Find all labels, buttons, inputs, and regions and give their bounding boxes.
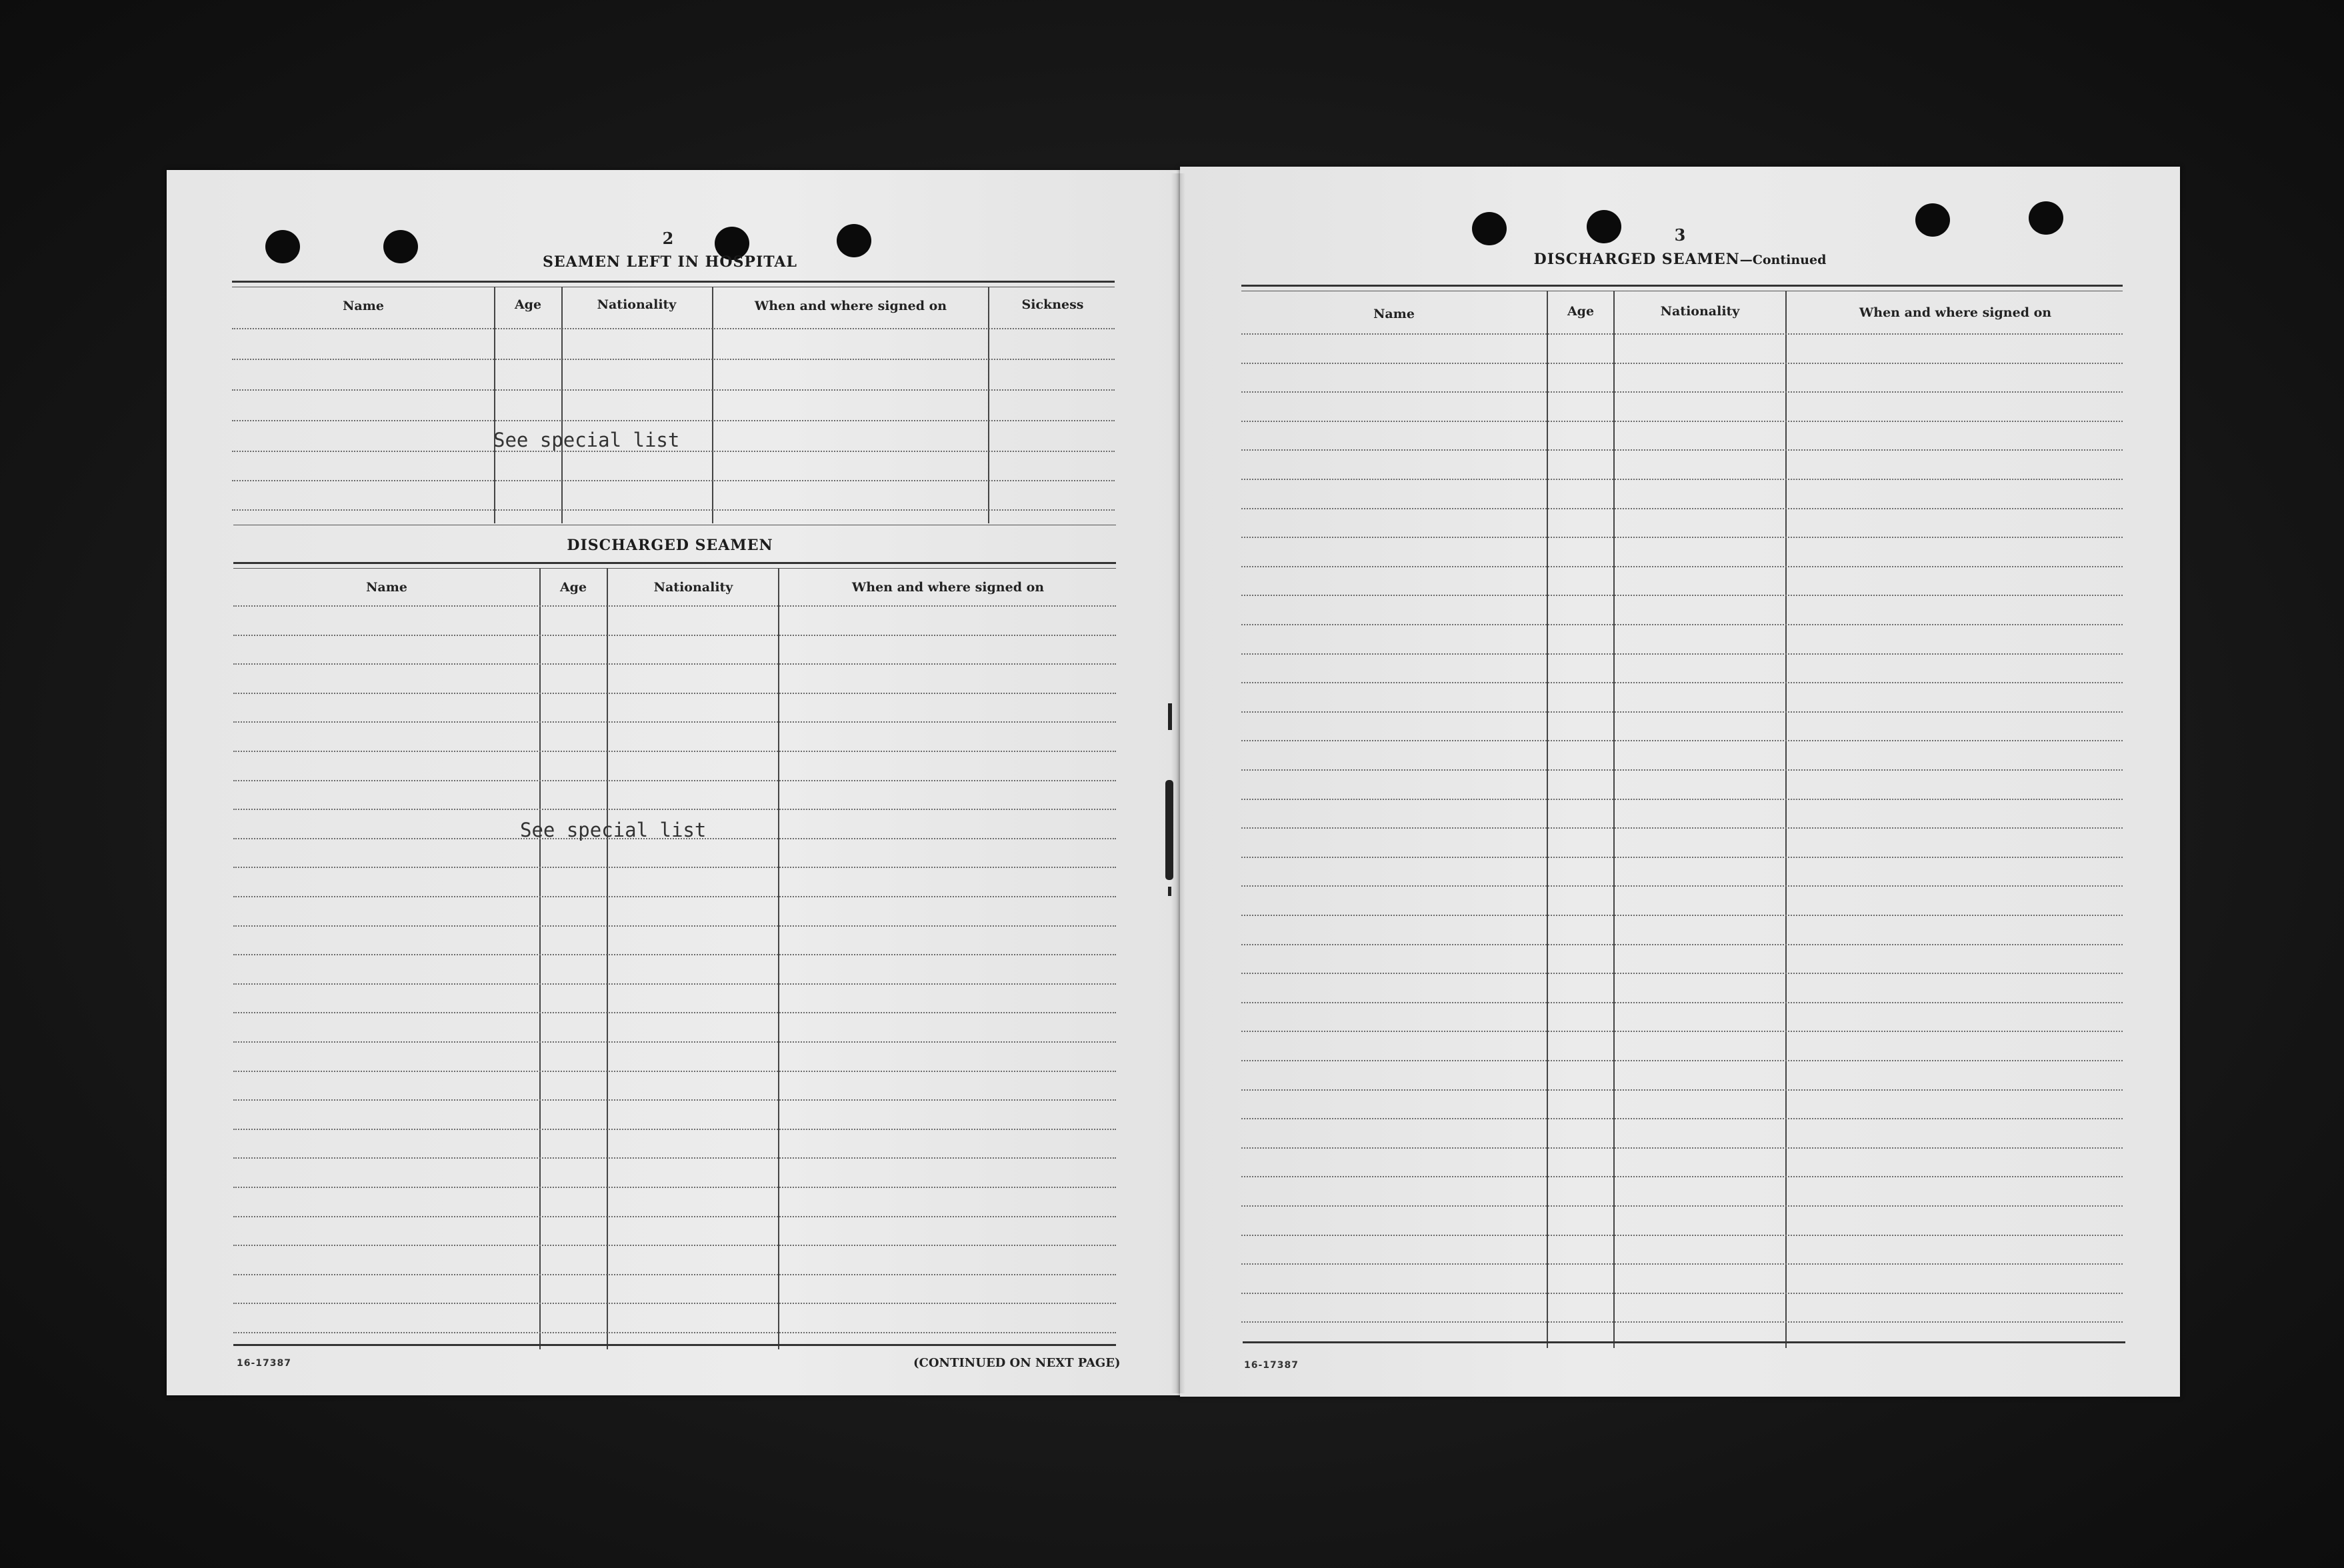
column-header-name: Name bbox=[343, 299, 384, 313]
table-row bbox=[233, 1041, 1116, 1043]
table-row bbox=[1241, 449, 2123, 451]
table-row bbox=[233, 693, 1116, 694]
table-row bbox=[1241, 973, 2123, 974]
column-header-sickness: Sickness bbox=[1021, 297, 1084, 312]
table-row bbox=[232, 328, 1115, 329]
table-row bbox=[232, 389, 1115, 391]
column-divider bbox=[988, 287, 989, 523]
table-rule bbox=[233, 562, 1116, 564]
table-row bbox=[1241, 508, 2123, 509]
table-row bbox=[1241, 857, 2123, 858]
table-row bbox=[1241, 1089, 2123, 1091]
table-row bbox=[1241, 1321, 2123, 1323]
table-row bbox=[233, 605, 1116, 607]
table-row bbox=[233, 1332, 1116, 1333]
table-row bbox=[1241, 740, 2123, 741]
table-row bbox=[1241, 885, 2123, 887]
table-row bbox=[233, 663, 1116, 665]
table-row bbox=[233, 1099, 1116, 1101]
table-row bbox=[1241, 566, 2123, 567]
table-row bbox=[1241, 537, 2123, 538]
table-row bbox=[1241, 769, 2123, 771]
column-header-age: Age bbox=[559, 580, 587, 595]
punch-hole bbox=[1587, 210, 1621, 243]
table-row bbox=[1241, 915, 2123, 916]
column-divider bbox=[561, 287, 563, 523]
table-rule bbox=[1243, 1341, 2125, 1343]
table-row bbox=[233, 867, 1116, 868]
table-row bbox=[233, 809, 1116, 810]
title-suffix: —Continued bbox=[1739, 253, 1827, 267]
column-divider bbox=[494, 287, 495, 523]
column-divider bbox=[539, 568, 541, 1349]
table-row bbox=[1241, 944, 2123, 945]
table-rule bbox=[233, 1344, 1116, 1346]
table-row bbox=[233, 1216, 1116, 1217]
column-divider bbox=[712, 287, 713, 523]
table-row bbox=[233, 1303, 1116, 1304]
table-row bbox=[1241, 479, 2123, 480]
table-row bbox=[1241, 1118, 2123, 1119]
table-row bbox=[1241, 653, 2123, 655]
table-row bbox=[1241, 711, 2123, 713]
left-page bbox=[167, 170, 1180, 1395]
table-row bbox=[1241, 1147, 2123, 1149]
table-rule bbox=[1241, 285, 2123, 287]
column-header-nationality: Nationality bbox=[1660, 304, 1740, 319]
punch-hole bbox=[383, 230, 418, 263]
punch-hole bbox=[1915, 203, 1950, 237]
continued-note: (CONTINUED ON NEXT PAGE) bbox=[913, 1356, 1121, 1370]
table-row bbox=[1241, 1293, 2123, 1294]
table-row bbox=[1241, 1205, 2123, 1207]
table-row bbox=[233, 983, 1116, 985]
table-row bbox=[1241, 682, 2123, 683]
column-header-name: Name bbox=[1373, 307, 1415, 321]
column-header-signed-on: When and where signed on bbox=[754, 299, 947, 313]
punch-hole bbox=[837, 224, 871, 257]
table-row bbox=[1241, 799, 2123, 800]
table-row bbox=[233, 1187, 1116, 1188]
table-row bbox=[1241, 1263, 2123, 1265]
table-row bbox=[232, 420, 1115, 421]
binding-mark bbox=[1168, 887, 1171, 896]
table-row bbox=[1241, 363, 2123, 364]
column-header-signed-on: When and where signed on bbox=[1859, 305, 2052, 320]
column-header-nationality: Nationality bbox=[653, 580, 733, 595]
page-number-left: 2 bbox=[662, 229, 674, 248]
table-row bbox=[233, 1274, 1116, 1275]
table-row bbox=[232, 509, 1115, 511]
table-row bbox=[1241, 1002, 2123, 1003]
table-row bbox=[233, 1129, 1116, 1130]
table-row bbox=[233, 1071, 1116, 1072]
table-row bbox=[1241, 1235, 2123, 1236]
title-main: DISCHARGED SEAMEN bbox=[1533, 251, 1740, 268]
column-header-name: Name bbox=[366, 580, 407, 595]
discharged-continued-title bbox=[1513, 251, 1847, 268]
page-number-right: 3 bbox=[1674, 225, 1686, 245]
table-row bbox=[1241, 1176, 2123, 1177]
table-row bbox=[1241, 333, 2123, 335]
table-row bbox=[233, 896, 1116, 897]
table-row bbox=[1241, 391, 2123, 393]
column-divider bbox=[607, 568, 608, 1349]
form-code-left: 16-17387 bbox=[237, 1358, 291, 1369]
table-row bbox=[1241, 421, 2123, 422]
table-rule bbox=[232, 281, 1115, 283]
table-row bbox=[233, 721, 1116, 723]
table-row bbox=[1241, 595, 2123, 596]
discharged-section-title: DISCHARGED SEAMEN bbox=[567, 537, 773, 554]
binding-mark bbox=[1168, 703, 1172, 730]
table-row bbox=[233, 780, 1116, 781]
punch-hole bbox=[1472, 212, 1507, 245]
table-row bbox=[1241, 1060, 2123, 1061]
table-row bbox=[1241, 624, 2123, 625]
table-row bbox=[233, 1157, 1116, 1159]
column-header-age: Age bbox=[514, 297, 542, 312]
table-row bbox=[1241, 1031, 2123, 1032]
binding-mark bbox=[1165, 780, 1173, 880]
table-row bbox=[233, 1012, 1116, 1013]
column-header-signed-on: When and where signed on bbox=[851, 580, 1045, 595]
hospital-section-title: SEAMEN LEFT IN HOSPITAL bbox=[543, 253, 797, 271]
typed-note: See special list bbox=[520, 819, 707, 841]
table-row bbox=[1241, 827, 2123, 829]
table-row bbox=[233, 751, 1116, 752]
table-row bbox=[233, 1245, 1116, 1246]
form-code-right: 16-17387 bbox=[1244, 1360, 1299, 1371]
column-divider bbox=[778, 568, 779, 1349]
column-header-age: Age bbox=[1567, 304, 1595, 319]
table-row bbox=[232, 480, 1115, 481]
column-header-nationality: Nationality bbox=[597, 297, 677, 312]
punch-hole bbox=[2029, 201, 2063, 235]
table-row bbox=[233, 635, 1116, 636]
table-row bbox=[233, 925, 1116, 927]
punch-hole bbox=[265, 230, 300, 263]
table-row bbox=[232, 359, 1115, 360]
table-rule bbox=[233, 568, 1116, 569]
table-row bbox=[233, 954, 1116, 955]
typed-note: See special list bbox=[493, 429, 680, 451]
right-page bbox=[1180, 167, 2180, 1397]
